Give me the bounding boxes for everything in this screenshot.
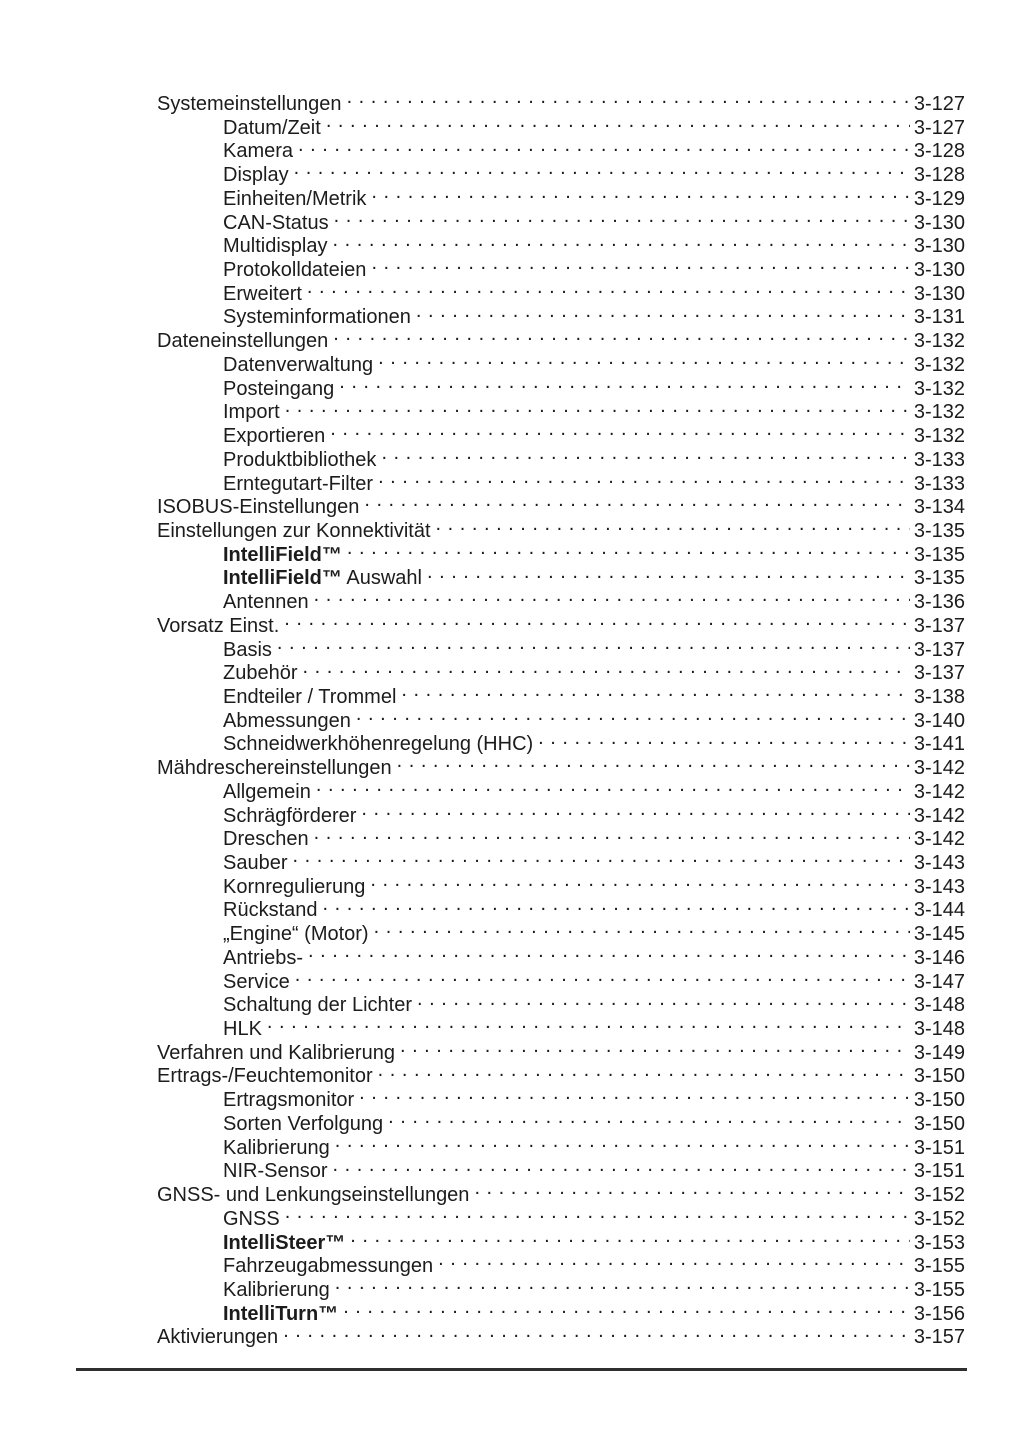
toc-entry-label [223,212,329,236]
toc-entry-page-number: 3-133 [913,472,965,495]
toc-entry-label-text: NIR-Sensor [223,1160,328,1183]
toc-entry-page-number: 3-133 [913,448,965,471]
toc-entry-label-text: Datenverwaltung [223,353,374,376]
toc-entry-page-number: 3-146 [913,946,965,969]
toc-entry-label-text: Aktivierungen [157,1326,279,1349]
toc-entry-page-number: 3-135 [913,543,965,566]
toc-entry-page-number: 3-130 [913,235,965,258]
toc-entry-label [157,1042,395,1066]
toc-entry-label [157,1326,278,1350]
toc-entry-label-text: HLK [223,1018,262,1041]
toc-entry-label-text: Multidisplay [223,235,328,258]
toc-entry-label-text: Schaltung der Lichter [223,994,413,1017]
toc-entry-page-number: 3-131 [913,306,965,329]
toc-entry-label [223,283,302,307]
toc-entry-label [223,899,318,923]
toc-entry-label-bold: IntelliTurn™ [223,1302,339,1325]
toc-entry-label-text: Basis [223,638,272,661]
toc-entry-page-number: 3-130 [913,211,965,234]
toc-entry-label-text: ISOBUS-Einstellungen [157,496,360,519]
toc-entry-page-number: 3-132 [913,330,965,353]
toc-entry-label-text: Display [223,164,289,187]
toc-entry-page-number: 3-127 [913,116,965,139]
toc-entry-page-number: 3-155 [913,1255,965,1278]
toc-entry-label-text: Mähdreschereinstellungen [157,757,392,780]
toc-entry-page-number: 3-151 [913,1136,965,1159]
toc-entry-page-number: 3-148 [913,1018,965,1041]
toc-entry-label-text: Schneidwerkhöhenregelung (HHC) [223,733,534,756]
toc-entry-label-text: Abmessungen [223,709,351,732]
toc-entry-page-number: 3-156 [913,1302,965,1325]
toc-entry-label [157,1065,373,1089]
toc-entry-label [223,1137,330,1161]
toc-entry-page-number: 3-142 [913,828,965,851]
toc-entry-page-number: 3-129 [913,187,965,210]
toc-entry-page-number: 3-150 [913,1112,965,1135]
toc-entry-label-text: Auswahl [341,567,422,590]
toc-entry-label [223,235,327,259]
footer-divider [76,1368,967,1371]
toc-entry-page-number: 3-137 [913,614,965,637]
toc-entry-label-bold: IntelliField™ [223,543,342,566]
toc-entry-label-text: Kornregulierung [223,875,366,898]
toc-entry-page-number: 3-128 [913,140,965,163]
toc-entry-page-number: 3-150 [913,1065,965,1088]
toc-entry-page-number: 3-151 [913,1160,965,1183]
toc-entry-label [223,449,376,473]
toc-entry-label [223,1018,262,1042]
toc-entry-label [223,971,290,995]
toc-entry-page-number: 3-141 [913,733,965,756]
toc-entry-label [157,496,359,520]
toc-entry-page-number: 3-127 [913,93,965,115]
toc-entry-page-number: 3-147 [913,970,965,993]
toc-entry-label-text: Zubehör [223,662,298,685]
toc-entry-page-number: 3-142 [913,757,965,780]
toc-entry-label-text: CAN-Status [223,211,329,234]
toc-entry-page-number: 3-152 [913,1184,965,1207]
toc-entry-label-text: Fahrzeugabmessungen [223,1255,434,1278]
toc-entry-label-text: Rückstand [223,899,318,922]
toc-entry-label [223,710,351,734]
toc-entry-label-text: Verfahren und Kalibrierung [157,1041,395,1064]
toc-entry-label [223,662,298,686]
toc-entry-page-number: 3-148 [913,994,965,1017]
toc-entry-label-text: Protokolldateien [223,259,367,282]
toc-entry-label-text: Ertragsmonitor [223,1089,355,1112]
toc-entry-page-number: 3-153 [913,1231,965,1254]
toc-entry-page-number: 3-132 [913,425,965,448]
toc-entry-label [223,1232,345,1256]
toc-entry-label-text: Kamera [223,140,294,163]
toc-row [157,1326,965,1350]
toc-entry-page-number: 3-144 [913,899,965,922]
toc-entry-page-number: 3-142 [913,780,965,803]
toc-entry-page-number: 3-150 [913,1089,965,1112]
toc-entry-label-text: Datum/Zeit [223,116,321,139]
toc-entry-label-text: Dateneinstellungen [157,330,329,353]
toc-entry-label-text: Vorsatz Einst. [157,614,280,637]
toc-entry-label-text: Erntegutart-Filter [223,472,374,495]
toc-entry-label [223,1279,330,1303]
toc-entry-label-text: Schrägförderer [223,804,357,827]
toc-entry-label-text: Systeminformationen [223,306,411,329]
toc-list [157,93,965,1350]
toc-entry-label [223,164,289,188]
toc-entry-label-text: Sorten Verfolgung [223,1112,384,1135]
toc-entry-label-text: Dreschen [223,828,309,851]
toc-entry-page-number: 3-130 [913,282,965,305]
toc-entry-page-number: 3-130 [913,259,965,282]
toc-entry-label [223,781,311,805]
toc-entry-page-number: 3-135 [913,519,965,542]
toc-entry-page-number: 3-132 [913,353,965,376]
toc-entry-label-text: GNSS- und Lenkungseinstellungen [157,1184,470,1207]
toc-entry-label-text: „Engine“ (Motor) [223,923,369,946]
toc-entry-page-number: 3-134 [913,496,965,519]
toc-entry-label-text: Kalibrierung [223,1278,330,1301]
toc-entry-label [223,473,373,497]
toc-entry-page-number: 3-143 [913,875,965,898]
toc-entry-page-number: 3-140 [913,709,965,732]
toc-entry-label-text: Import [223,401,280,424]
toc-entry-page-number: 3-142 [913,804,965,827]
toc-entry-label-text: Sauber [223,852,288,874]
toc-entry-page-number: 3-149 [913,1041,965,1064]
toc-entry-label-text: Allgemein [223,780,311,803]
toc-entry-label [223,1160,327,1184]
toc-entry-page-number: 3-136 [913,591,965,614]
toc-entry-label-text: Einstellungen zur Konnektivität [157,519,431,542]
toc-entry-label [223,401,280,425]
toc-entry-label [223,140,293,164]
toc-entry-page-number: 3-152 [913,1207,965,1230]
toc-entry-page-number: 3-137 [913,638,965,661]
toc-entry-page-number: 3-135 [913,567,965,590]
toc-entry-label-text: Endteiler / Trommel [223,685,397,708]
toc-entry-label-text: Erweitert [223,282,302,305]
toc-entry-label [157,93,342,117]
toc-entry-label [157,330,328,354]
toc-entry-page-number: 3-132 [913,401,965,424]
toc-entry-label-text: GNSS [223,1207,280,1230]
toc-entry-label-text: Posteingang [223,377,335,400]
toc-entry-label-text: Systemeinstellungen [157,93,342,115]
toc-entry-page-number: 3-145 [913,923,965,946]
toc-entry-page-number: 3-155 [913,1278,965,1301]
toc-entry-label-bold: IntelliSteer™ [223,1231,346,1254]
toc-entry-label [223,544,342,568]
toc-entry-label [223,425,325,449]
toc-entry-label [223,1208,280,1232]
toc-entry-label-text: Exportieren [223,425,326,448]
toc-entry-label-text: Produktbibliothek [223,448,377,471]
toc-entry-label [157,615,279,639]
toc-entry-page-number: 3-138 [913,685,965,708]
toc-entry-label [223,852,288,876]
toc-entry-page-number: 3-128 [913,164,965,187]
toc-entry-page-number: 3-132 [913,377,965,400]
toc-entry-label-text: Antriebs- [223,946,304,969]
toc-entry-page-number: 3-143 [913,852,965,874]
toc-entry-label-bold: IntelliField™ [223,567,342,590]
toc-entry-label-text: Kalibrierung [223,1136,330,1159]
toc-entry-page-number: 3-137 [913,662,965,685]
toc-entry-label-text: Antennen [223,591,309,614]
toc-entry-label-text: Service [223,970,290,993]
toc-entry-label [223,947,303,971]
toc-entry-label [223,639,272,663]
toc-entry-label-text: Einheiten/Metrik [223,187,367,210]
toc-entry-label-text: Ertrags-/Feuchtemonitor [157,1065,373,1088]
toc-entry-page-number: 3-157 [913,1326,965,1349]
toc-entry-label [223,1089,354,1113]
